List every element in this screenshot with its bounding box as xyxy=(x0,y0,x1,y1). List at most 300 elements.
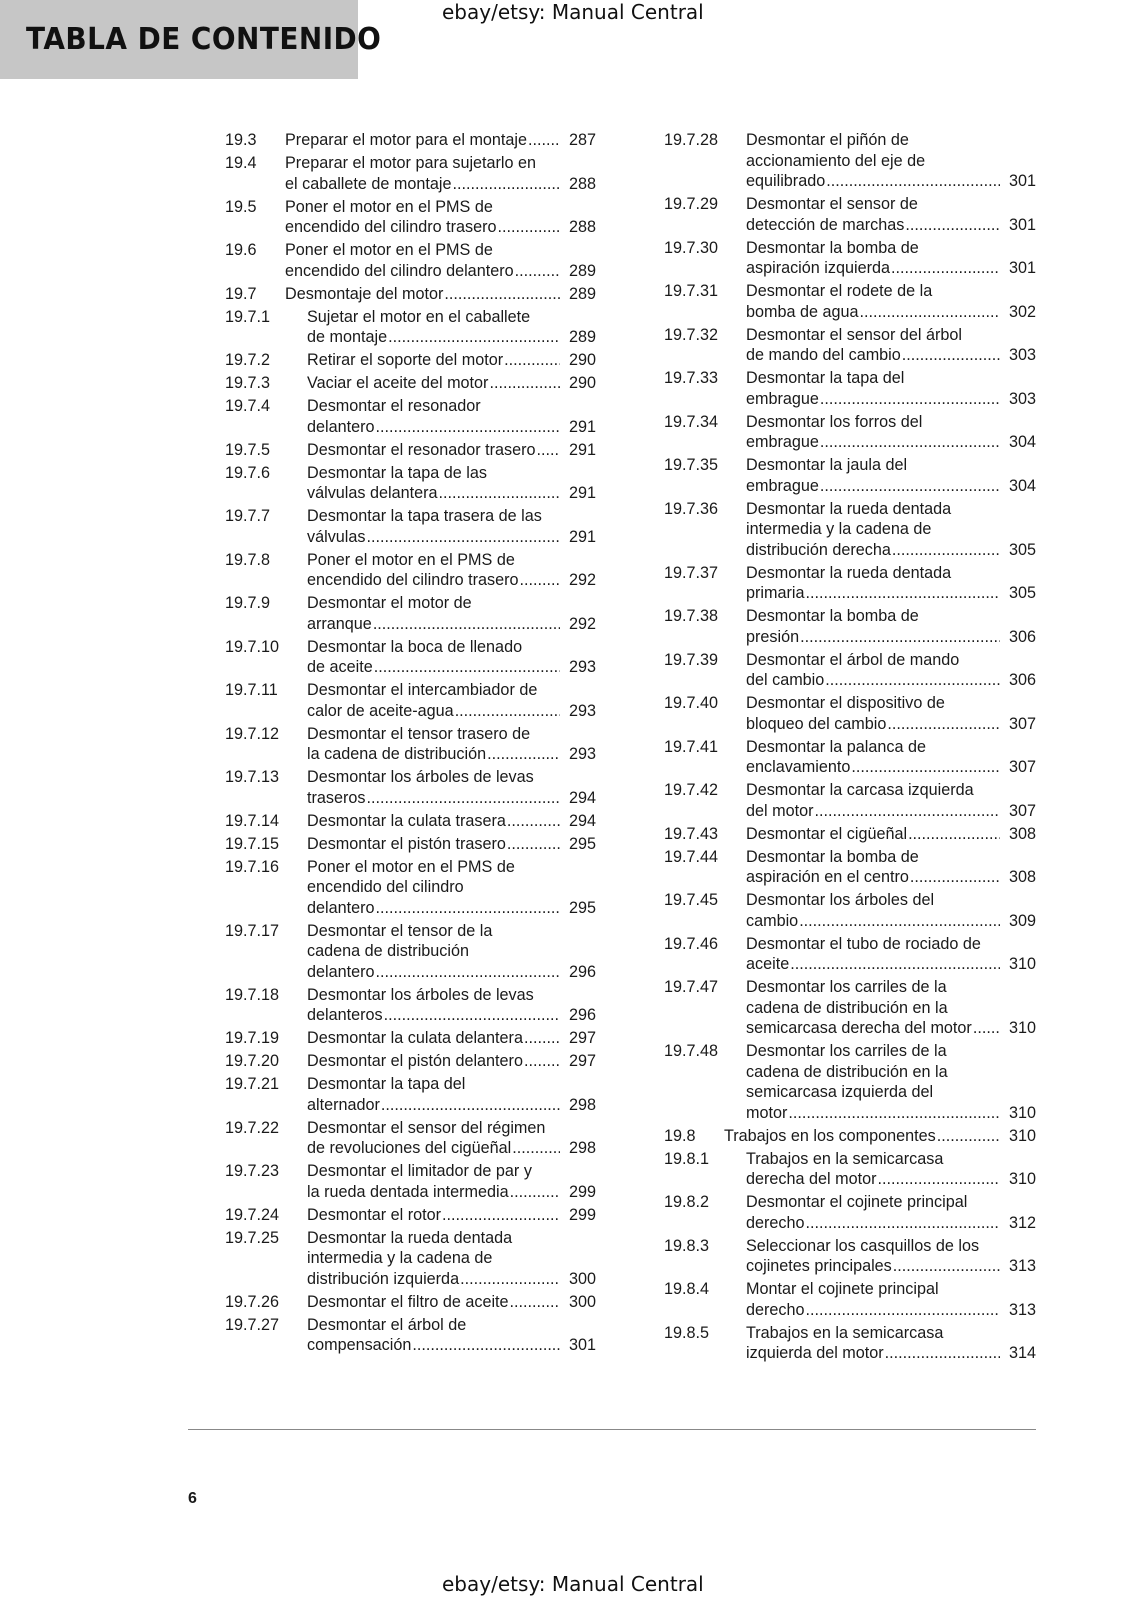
toc-entry-title-line: Desmontar la rueda dentada xyxy=(746,499,952,518)
toc-entry-title-line: Desmontar el sensor de xyxy=(746,195,918,213)
dot-leader xyxy=(937,1126,1000,1147)
toc-entry-number: 19.8.4 xyxy=(664,1280,710,1298)
dot-leader xyxy=(820,389,1000,410)
toc-entry-number: 19.7.29 xyxy=(664,195,719,213)
toc-entry[interactable] xyxy=(225,463,596,504)
toc-entry[interactable] xyxy=(225,153,596,194)
toc-entry[interactable] xyxy=(225,197,596,238)
toc-entry-number: 19.8.1 xyxy=(664,1149,710,1168)
toc-entry-page: 290 xyxy=(568,351,596,369)
toc-entry-title-line: motor xyxy=(746,1103,788,1122)
toc-entry-number: 19.7.46 xyxy=(664,934,719,953)
toc-entry-number: 19.7.41 xyxy=(664,737,719,756)
toc-entry-number: 19.7.14 xyxy=(225,811,280,830)
toc-entry-number: 19.7.31 xyxy=(664,282,719,300)
toc-entry-number: 19.7.27 xyxy=(225,1315,280,1334)
toc-entry-number: 19.8 xyxy=(664,1126,696,1145)
toc-entry-page: 313 xyxy=(1008,1257,1036,1275)
toc-entry-page: 289 xyxy=(568,328,596,346)
toc-entry-number: 19.7.25 xyxy=(225,1228,280,1247)
toc-entry-page: 293 xyxy=(568,701,596,720)
toc-entry-page: 310 xyxy=(1008,1103,1036,1122)
toc-entry-page: 310 xyxy=(1008,1019,1036,1037)
toc-entry[interactable] xyxy=(225,1205,596,1226)
toc-entry-page: 288 xyxy=(568,174,596,193)
dot-leader xyxy=(820,476,1000,497)
toc-entry-number: 19.7.45 xyxy=(664,891,719,909)
toc-entry-title-line: encendido del cilindro delantero xyxy=(285,261,514,280)
toc-entry[interactable] xyxy=(664,499,1036,561)
toc-entry-number: 19.8.3 xyxy=(664,1236,710,1255)
toc-entry-title-line: intermedia y la cadena de xyxy=(746,520,932,538)
dot-leader xyxy=(510,1182,560,1203)
toc-entry-page: 307 xyxy=(1008,758,1036,776)
dot-leader xyxy=(800,627,1000,648)
dot-leader xyxy=(528,130,560,151)
toc-entry-title-line: Desmontaje del motor xyxy=(285,284,444,303)
toc-entry[interactable] xyxy=(664,1236,1036,1277)
toc-entry[interactable] xyxy=(225,1051,596,1072)
dot-leader xyxy=(452,174,560,195)
toc-entry-page: 306 xyxy=(1008,627,1036,646)
toc-entry-title-line: Montar el cojinete principal xyxy=(746,1280,939,1298)
dot-leader xyxy=(524,1028,560,1049)
toc-entry-title-line: intermedia y la cadena de xyxy=(307,1249,493,1267)
toc-entry-title-line: semicarcasa izquierda del xyxy=(746,1083,934,1101)
toc-entry[interactable] xyxy=(225,373,596,394)
toc-entry[interactable] xyxy=(664,1126,1036,1147)
toc-entry-page: 314 xyxy=(1008,1344,1036,1362)
toc-entry-title-line: Trabajos en la semicarcasa xyxy=(746,1323,944,1342)
toc-entry-number: 19.7.23 xyxy=(225,1162,280,1180)
toc-entry-page: 308 xyxy=(1008,868,1036,886)
toc-entry-page: 292 xyxy=(568,571,596,589)
toc-entry-title-line: Seleccionar los casquillos de los xyxy=(746,1236,980,1255)
toc-entry[interactable] xyxy=(664,650,1036,691)
toc-entry-title-line: Desmontar el cigüeñal xyxy=(746,824,908,843)
toc-entry-title-line: derecho xyxy=(746,1300,805,1319)
toc-entry[interactable] xyxy=(225,637,596,678)
toc-entry-number: 19.7.42 xyxy=(664,781,719,799)
page-title: TABLA DE CONTENIDO xyxy=(26,22,382,57)
toc-entry-number: 19.7.33 xyxy=(664,369,719,387)
dot-leader xyxy=(489,373,560,394)
toc-entry-number: 19.7.11 xyxy=(225,681,278,699)
dot-leader xyxy=(381,1095,560,1116)
toc-entry-number: 19.7.18 xyxy=(225,985,280,1004)
toc-entry-page: 312 xyxy=(1008,1213,1036,1232)
dot-leader xyxy=(524,1051,560,1072)
toc-entry-title-line: arranque xyxy=(307,614,372,633)
toc-entry[interactable] xyxy=(664,606,1036,647)
dot-leader xyxy=(515,261,560,282)
toc-entry-title-line: del motor xyxy=(746,801,814,820)
toc-entry-number: 19.5 xyxy=(225,197,257,216)
toc-entry-title-line: Desmontar la tapa del xyxy=(307,1075,466,1093)
toc-entry-title-line: Preparar el motor para sujetarlo en xyxy=(285,154,537,172)
toc-entry-number: 19.7.34 xyxy=(664,412,719,431)
watermark-top: ebay/etsy: Manual Central xyxy=(442,0,704,24)
toc-entry-page: 306 xyxy=(1008,671,1036,689)
toc-entry-title-line: del cambio xyxy=(746,671,825,689)
toc-entry[interactable] xyxy=(225,811,596,832)
toc-entry-title-line: delantero xyxy=(307,898,375,917)
toc-entry-page: 303 xyxy=(1008,389,1036,408)
dot-leader xyxy=(826,171,1000,192)
toc-entry-number: 19.7.15 xyxy=(225,834,280,853)
toc-entry-title-line: de mando del cambio xyxy=(746,346,901,364)
toc-entry[interactable] xyxy=(225,284,596,305)
dot-leader xyxy=(510,1292,560,1313)
toc-entry[interactable] xyxy=(664,824,1036,845)
toc-entry[interactable] xyxy=(225,1074,596,1115)
toc-entry-title-line: Desmontar la bomba de xyxy=(746,607,919,625)
toc-entry[interactable] xyxy=(225,396,596,437)
toc-entry-number: 19.7.30 xyxy=(664,238,719,257)
toc-entry-title-line: cadena de distribución xyxy=(307,942,469,960)
toc-entry[interactable] xyxy=(225,1292,596,1313)
toc-entry-page: 310 xyxy=(1008,1170,1036,1188)
toc-entry-title-line: Vaciar el aceite del motor xyxy=(307,374,489,392)
toc-entry-title-line: aspiración izquierda xyxy=(746,259,890,277)
toc-entry[interactable] xyxy=(664,737,1036,778)
toc-entry[interactable] xyxy=(225,350,596,371)
toc-entry[interactable] xyxy=(225,724,596,765)
toc-entry-title-line: primaria xyxy=(746,584,805,602)
toc-entry-page: 301 xyxy=(1008,215,1036,234)
footer-divider xyxy=(188,1429,1036,1430)
toc-entry-title-line: Poner el motor en el PMS de xyxy=(307,550,515,569)
toc-entry-title-line: Desmontar la rueda dentada xyxy=(307,1228,513,1247)
toc-entry-number: 19.7.38 xyxy=(664,607,719,625)
toc-entry-number: 19.7.3 xyxy=(225,374,271,392)
toc-entry-number: 19.7.43 xyxy=(664,824,719,843)
dot-leader xyxy=(877,1169,1000,1190)
toc-entry-title-line: embrague xyxy=(746,389,819,408)
toc-entry-number: 19.7.48 xyxy=(664,1042,719,1060)
toc-entry[interactable] xyxy=(225,307,596,348)
dot-leader xyxy=(374,657,560,678)
toc-entry[interactable] xyxy=(664,194,1036,235)
toc-entry-title-line: Desmontar el tensor de la xyxy=(307,921,493,940)
toc-entry-title-line: distribución derecha xyxy=(746,540,891,559)
dot-leader xyxy=(887,714,1000,735)
toc-entry-page: 291 xyxy=(568,484,596,502)
toc-entry-number: 19.7.4 xyxy=(225,397,271,415)
toc-entry-number: 19.7.35 xyxy=(664,456,719,474)
toc-entry-page: 295 xyxy=(568,834,596,853)
toc-entry-number: 19.7.6 xyxy=(225,463,271,482)
toc-entry[interactable] xyxy=(225,985,596,1026)
toc-entry[interactable] xyxy=(664,563,1036,604)
toc-entry-title-line: Desmontar el tubo de rociado de xyxy=(746,934,981,953)
toc-entry[interactable] xyxy=(664,1323,1036,1364)
toc-entry[interactable] xyxy=(664,934,1036,975)
toc-entry-page: 287 xyxy=(568,131,596,149)
toc-entry[interactable] xyxy=(664,1149,1036,1190)
toc-entry-number: 19.8.5 xyxy=(664,1323,710,1342)
toc-entry-title-line: Desmontar el rodete de la xyxy=(746,282,933,300)
toc-entry-title-line: Desmontar la tapa de las xyxy=(307,463,487,482)
toc-entry-title-line: Desmontar el dispositivo de xyxy=(746,694,945,712)
toc-entry-number: 19.7.19 xyxy=(225,1029,280,1047)
toc-entry[interactable] xyxy=(225,1161,596,1202)
toc-entry-title-line: Desmontar la carcasa izquierda xyxy=(746,781,974,799)
dot-leader xyxy=(902,345,1000,366)
dot-leader xyxy=(788,1103,1000,1124)
dot-leader xyxy=(519,570,560,591)
watermark-bottom: ebay/etsy: Manual Central xyxy=(442,1572,704,1596)
toc-entry-page: 310 xyxy=(1008,955,1036,973)
toc-entry-title-line: Desmontar la bomba de xyxy=(746,847,919,866)
toc-entry[interactable] xyxy=(225,834,596,855)
dot-leader xyxy=(376,417,560,438)
toc-entry-title-line: Desmontar el limitador de par y xyxy=(307,1162,532,1180)
toc-entry[interactable] xyxy=(225,857,596,919)
toc-entry-number: 19.7.5 xyxy=(225,440,271,459)
toc-entry-title-line: bomba de agua xyxy=(746,302,859,321)
toc-entry-page: 300 xyxy=(568,1269,596,1288)
toc-entry-page: 291 xyxy=(568,527,596,546)
toc-entry-page: 299 xyxy=(568,1205,596,1224)
dot-leader xyxy=(512,1138,560,1159)
toc-entry[interactable] xyxy=(225,921,596,983)
toc-entry[interactable] xyxy=(664,130,1036,192)
dot-leader xyxy=(366,527,560,548)
toc-entry-number: 19.7.17 xyxy=(225,921,280,940)
toc-entry-page: 310 xyxy=(1008,1126,1036,1145)
toc-entry[interactable] xyxy=(664,1279,1036,1320)
toc-entry-number: 19.4 xyxy=(225,154,257,172)
toc-entry[interactable] xyxy=(664,238,1036,279)
dot-leader xyxy=(497,217,560,238)
toc-entry-title-line: embrague xyxy=(746,476,819,495)
toc-entry-title-line: Desmontar el piñón de xyxy=(746,131,909,149)
toc-entry[interactable] xyxy=(225,593,596,634)
toc-entry-page: 307 xyxy=(1008,714,1036,733)
toc-entry-number: 19.7.20 xyxy=(225,1052,280,1070)
toc-entry-title-line: bloqueo del cambio xyxy=(746,714,887,733)
toc-entry-title-line: Desmontar el pistón trasero xyxy=(307,834,506,853)
dot-leader xyxy=(905,215,1000,236)
toc-entry-title-line: Desmontar los árboles del xyxy=(746,891,935,909)
toc-entry-title-line: la cadena de distribución xyxy=(307,745,487,763)
toc-entry-title-line: Desmontar el resonador xyxy=(307,397,481,415)
toc-entry-title-line: Desmontar los árboles de levas xyxy=(307,985,534,1004)
toc-entry-title-line: Preparar el motor para el montaje xyxy=(285,131,528,149)
toc-entry-title-line: Desmontar el árbol de mando xyxy=(746,650,960,669)
toc-entry-title-line: distribución izquierda xyxy=(307,1269,460,1288)
dot-leader xyxy=(412,1335,560,1356)
toc-entry-number: 19.7.7 xyxy=(225,507,271,525)
toc-entry-title-line: Desmontar la tapa trasera de las xyxy=(307,507,542,525)
toc-entry-title-line: válvulas delantera xyxy=(307,484,438,502)
toc-entry-number: 19.7.44 xyxy=(664,847,719,866)
toc-entry-page: 303 xyxy=(1008,346,1036,364)
toc-entry-title-line: semicarcasa derecha del motor xyxy=(746,1019,972,1037)
toc-entry[interactable] xyxy=(225,506,596,547)
toc-entry-number: 19.7.47 xyxy=(664,978,719,996)
toc-entry-page: 305 xyxy=(1008,584,1036,602)
toc-entry-title-line: Sujetar el motor en el caballete xyxy=(307,307,531,326)
toc-entry-title-line: de montaje xyxy=(307,328,388,346)
toc-entry-page: 288 xyxy=(568,218,596,236)
toc-entry-title-line: izquierda del motor xyxy=(746,1344,884,1362)
toc-entry[interactable] xyxy=(664,325,1036,366)
dot-leader xyxy=(537,440,560,461)
toc-entry[interactable] xyxy=(664,693,1036,734)
toc-entry-number: 19.7.39 xyxy=(664,650,719,669)
toc-entry-page: 291 xyxy=(568,440,596,459)
dot-leader xyxy=(814,801,1000,822)
toc-entry-title-line: Desmontar los carriles de la xyxy=(746,978,947,996)
toc-entry[interactable] xyxy=(225,1118,596,1159)
dot-leader xyxy=(366,788,560,809)
toc-entry[interactable] xyxy=(225,1228,596,1290)
dot-leader xyxy=(892,540,1000,561)
dot-leader xyxy=(885,1343,1000,1364)
toc-entry[interactable] xyxy=(664,1041,1036,1123)
toc-entry-title-line: derecho xyxy=(746,1213,805,1232)
toc-entry[interactable] xyxy=(664,977,1036,1039)
toc-column-right xyxy=(664,130,1036,1366)
toc-entry-page: 296 xyxy=(568,962,596,981)
dot-leader xyxy=(373,614,560,635)
toc-entry-title-line: Desmontar el cojinete principal xyxy=(746,1193,968,1211)
toc-entry[interactable] xyxy=(664,368,1036,409)
toc-column-left xyxy=(225,130,596,1358)
dot-leader xyxy=(444,284,560,305)
toc-entry-title-line: delanteros xyxy=(307,1006,383,1024)
toc-entry-title-line: Desmontar el filtro de aceite xyxy=(307,1292,509,1311)
toc-entry-number: 19.7 xyxy=(225,284,257,303)
toc-entry[interactable] xyxy=(664,847,1036,888)
toc-entry-title-line: Desmontar los árboles de levas xyxy=(307,768,534,786)
toc-entry-page: 289 xyxy=(568,284,596,303)
toc-entry[interactable] xyxy=(225,550,596,591)
toc-entry-title-line: Desmontar el sensor del régimen xyxy=(307,1118,546,1137)
toc-entry-number: 19.3 xyxy=(225,131,257,149)
toc-entry-number: 19.7.37 xyxy=(664,563,719,582)
dot-leader xyxy=(376,962,560,983)
dot-leader xyxy=(825,670,1000,691)
toc-entry-number: 19.7.10 xyxy=(225,637,280,656)
toc-entry-title-line: presión xyxy=(746,627,800,646)
toc-entry-title-line: Desmontar los carriles de la xyxy=(746,1042,947,1060)
toc-entry[interactable] xyxy=(664,890,1036,931)
toc-entry-title-line: aceite xyxy=(746,955,790,973)
toc-entry-title-line: detección de marchas xyxy=(746,215,905,234)
toc-entry-page: 301 xyxy=(568,1336,596,1354)
toc-entry-title-line: encendido del cilindro xyxy=(307,878,464,896)
toc-entry[interactable] xyxy=(664,281,1036,322)
toc-entry[interactable] xyxy=(225,240,596,281)
toc-entry-title-line: Desmontar la culata trasera xyxy=(307,811,506,830)
dot-leader xyxy=(442,1205,560,1226)
toc-entry-title-line: Desmontar el resonador trasero xyxy=(307,440,536,459)
toc-entry-number: 19.7.16 xyxy=(225,857,280,876)
toc-entry-page: 299 xyxy=(568,1182,596,1201)
toc-entry-title-line: la rueda dentada intermedia xyxy=(307,1182,509,1201)
toc-entry-page: 307 xyxy=(1008,801,1036,820)
toc-entry-title-line: Trabajos en la semicarcasa xyxy=(746,1149,944,1168)
toc-entry-page: 293 xyxy=(568,658,596,676)
dot-leader xyxy=(799,911,1000,932)
toc-entry-title-line: Desmontar la culata delantera xyxy=(307,1029,523,1047)
dot-leader xyxy=(851,757,1000,778)
toc-entry-title-line: Desmontar la jaula del xyxy=(746,456,908,474)
toc-entry-number: 19.7.8 xyxy=(225,550,271,569)
toc-entry-page: 305 xyxy=(1008,540,1036,559)
toc-entry-number: 19.7.1 xyxy=(225,307,271,326)
toc-entry[interactable] xyxy=(664,455,1036,496)
dot-leader xyxy=(455,701,560,722)
toc-entry-title-line: cojinetes principales xyxy=(746,1257,892,1275)
toc-entry-title-line: encendido del cilindro trasero xyxy=(307,571,519,589)
dot-leader xyxy=(908,824,1000,845)
toc-entry-title-line: de revoluciones del cigüeñal xyxy=(307,1139,512,1157)
toc-entry-page: 292 xyxy=(568,614,596,633)
toc-entry-page: 308 xyxy=(1008,824,1036,843)
toc-entry-number: 19.7.32 xyxy=(664,325,719,344)
toc-entry-page: 294 xyxy=(568,788,596,807)
toc-entry-title-line: Retirar el soporte del motor xyxy=(307,351,504,369)
toc-entry[interactable] xyxy=(225,130,596,151)
toc-entry-page: 301 xyxy=(1008,259,1036,277)
dot-leader xyxy=(487,744,560,765)
toc-entry-number: 19.7.26 xyxy=(225,1292,280,1311)
toc-entry-title-line: Poner el motor en el PMS de xyxy=(285,241,493,259)
toc-entry[interactable] xyxy=(225,680,596,721)
toc-entry-title-line: encendido del cilindro trasero xyxy=(285,218,497,236)
toc-entry[interactable] xyxy=(664,412,1036,453)
toc-entry[interactable] xyxy=(225,1315,596,1356)
dot-leader xyxy=(805,583,1000,604)
toc-entry-number: 19.7.9 xyxy=(225,594,271,612)
toc-entry-title-line: Desmontar la palanca de xyxy=(746,737,926,756)
toc-entry[interactable] xyxy=(225,767,596,808)
toc-entry-page: 295 xyxy=(568,898,596,917)
dot-leader xyxy=(438,483,560,504)
toc-entry[interactable] xyxy=(225,440,596,461)
dot-leader xyxy=(806,1213,1001,1234)
toc-entry-title-line: Desmontar el motor de xyxy=(307,594,472,612)
toc-entry-title-line: Trabajos en los componentes xyxy=(724,1126,936,1145)
dot-leader xyxy=(384,1005,560,1026)
dot-leader xyxy=(376,898,560,919)
toc-entry-number: 19.7.22 xyxy=(225,1118,280,1137)
dot-leader xyxy=(891,258,1000,279)
toc-entry-title-line: cambio xyxy=(746,911,799,930)
toc-entry-number: 19.7.13 xyxy=(225,768,280,786)
toc-entry-page: 304 xyxy=(1008,433,1036,451)
toc-entry-title-line: Desmontar el sensor del árbol xyxy=(746,325,962,344)
toc-entry-page: 302 xyxy=(1008,302,1036,321)
toc-entry-title-line: válvulas xyxy=(307,527,366,546)
toc-entry-number: 19.6 xyxy=(225,241,257,259)
toc-entry-title-line: Desmontar la boca de llenado xyxy=(307,637,523,656)
toc-entry[interactable] xyxy=(225,1028,596,1049)
toc-entry-page: 298 xyxy=(568,1095,596,1114)
dot-leader xyxy=(820,432,1000,453)
toc-entry[interactable] xyxy=(664,1192,1036,1233)
toc-entry-title-line: Desmontar el pistón delantero xyxy=(307,1052,523,1070)
toc-entry-page: 297 xyxy=(568,1052,596,1070)
toc-entry-number: 19.7.36 xyxy=(664,499,719,518)
dot-leader xyxy=(507,834,560,855)
toc-entry[interactable] xyxy=(664,780,1036,821)
header-banner xyxy=(0,0,382,79)
